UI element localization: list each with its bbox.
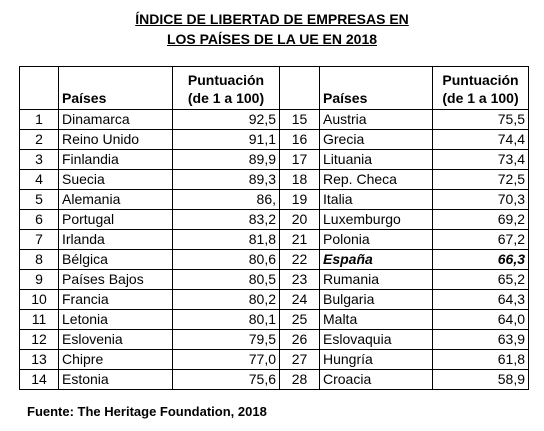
right-rank-cell: 23 xyxy=(280,270,320,290)
left-country-cell: Estonia xyxy=(59,370,173,390)
right-country-cell: Rep. Checa xyxy=(320,170,433,190)
right-rank-cell: 18 xyxy=(280,170,320,190)
left-country-cell: Chipre xyxy=(59,350,173,370)
table-row xyxy=(20,250,529,270)
left-score-cell: 75,6 xyxy=(173,370,280,390)
left-country-cell: Dinamarca xyxy=(59,110,173,130)
header-score-range: (de 1 a 100) xyxy=(187,90,265,106)
left-score-cell: 79,5 xyxy=(173,330,280,350)
left-country-cell: Francia xyxy=(59,290,173,310)
header-country-right: Países xyxy=(320,67,433,110)
header-rank-left xyxy=(20,67,59,110)
header-score-left xyxy=(173,67,280,110)
left-rank-cell: 6 xyxy=(20,210,59,230)
right-country-cell: Rumania xyxy=(320,270,433,290)
table-row xyxy=(20,190,529,210)
left-rank-cell: 5 xyxy=(20,190,59,210)
left-rank-cell: 14 xyxy=(20,370,59,390)
left-country-cell: Irlanda xyxy=(59,230,173,250)
right-country-cell: Austria xyxy=(320,110,433,130)
left-rank-cell: 4 xyxy=(20,170,59,190)
right-rank-cell: 26 xyxy=(280,330,320,350)
left-rank-cell: 1 xyxy=(20,110,59,130)
table-title-line-1: ÍNDICE DE LIBERTAD DE EMPRESAS EN xyxy=(135,11,409,27)
left-country-cell: Eslovenia xyxy=(59,330,173,350)
left-country-cell: Bélgica xyxy=(59,250,173,270)
right-score-cell: 67,2 xyxy=(433,230,529,250)
right-country-cell: Italia xyxy=(320,190,433,210)
right-country-cell: Lituania xyxy=(320,150,433,170)
left-score-cell: 81,8 xyxy=(173,230,280,250)
left-rank-cell: 11 xyxy=(20,310,59,330)
table-row xyxy=(20,150,529,170)
right-country-cell: Luxemburgo xyxy=(320,210,433,230)
left-score-cell: 91,1 xyxy=(173,130,280,150)
right-rank-cell: 21 xyxy=(280,230,320,250)
left-score-cell: 86, xyxy=(173,190,280,210)
right-rank-cell: 25 xyxy=(280,310,320,330)
source-note: Fuente: The Heritage Foundation, 2018 xyxy=(27,404,267,419)
table-row xyxy=(20,350,529,370)
left-score-cell: 80,1 xyxy=(173,310,280,330)
right-country-cell: Hungría xyxy=(320,350,433,370)
left-score-cell: 80,6 xyxy=(173,250,280,270)
left-rank-cell: 8 xyxy=(20,250,59,270)
table-title-line-2: LOS PAÍSES DE LA UE EN 2018 xyxy=(166,31,378,47)
right-score-cell: 58,9 xyxy=(433,370,529,390)
right-rank-cell: 16 xyxy=(280,130,320,150)
table-row xyxy=(20,170,529,190)
right-country-cell: Bulgaria xyxy=(320,290,433,310)
header-row xyxy=(20,67,529,110)
left-score-cell: 80,5 xyxy=(173,270,280,290)
left-rank-cell: 3 xyxy=(20,150,59,170)
right-rank-cell: 15 xyxy=(280,110,320,130)
table-body xyxy=(20,110,529,390)
left-country-cell: Letonia xyxy=(59,310,173,330)
left-rank-cell: 13 xyxy=(20,350,59,370)
right-rank-cell: 22 xyxy=(280,250,320,270)
left-rank-cell: 9 xyxy=(20,270,59,290)
right-country-cell: Croacia xyxy=(320,370,433,390)
right-score-cell: 64,0 xyxy=(433,310,529,330)
header-score-right xyxy=(433,67,529,110)
right-country-cell: Grecia xyxy=(320,130,433,150)
left-country-cell: Portugal xyxy=(59,210,173,230)
left-rank-cell: 7 xyxy=(20,230,59,250)
table-row xyxy=(20,270,529,290)
left-rank-cell: 10 xyxy=(20,290,59,310)
left-country-cell: Finlandia xyxy=(59,150,173,170)
header-country-left: Países xyxy=(59,67,173,110)
right-score-cell: 63,9 xyxy=(433,330,529,350)
right-rank-cell: 20 xyxy=(280,210,320,230)
right-country-cell: Malta xyxy=(320,310,433,330)
right-rank-cell: 24 xyxy=(280,290,320,310)
left-score-cell: 92,5 xyxy=(173,110,280,130)
right-score-cell: 66,3 xyxy=(433,250,529,270)
right-score-cell: 73,4 xyxy=(433,150,529,170)
right-score-cell: 74,4 xyxy=(433,130,529,150)
right-score-cell: 75,5 xyxy=(433,110,529,130)
right-score-cell: 70,3 xyxy=(433,190,529,210)
table-row xyxy=(20,290,529,310)
right-rank-cell: 17 xyxy=(280,150,320,170)
table-row xyxy=(20,310,529,330)
left-score-cell: 89,3 xyxy=(173,170,280,190)
left-score-cell: 77,0 xyxy=(173,350,280,370)
right-country-cell: España xyxy=(320,250,433,270)
header-rank-right xyxy=(280,67,320,110)
left-country-cell: Alemania xyxy=(59,190,173,210)
table-row xyxy=(20,230,529,250)
left-country-cell: Suecia xyxy=(59,170,173,190)
right-score-cell: 65,2 xyxy=(433,270,529,290)
table-row xyxy=(20,130,529,150)
left-score-cell: 89,9 xyxy=(173,150,280,170)
table-row xyxy=(20,370,529,390)
left-score-cell: 83,2 xyxy=(173,210,280,230)
header-score-label: Puntuación xyxy=(442,72,519,88)
right-rank-cell: 19 xyxy=(280,190,320,210)
table-row xyxy=(20,210,529,230)
header-score-range: (de 1 a 100) xyxy=(442,90,519,106)
left-country-cell: Países Bajos xyxy=(59,270,173,290)
left-rank-cell: 12 xyxy=(20,330,59,350)
left-score-cell: 80,2 xyxy=(173,290,280,310)
table-row xyxy=(20,110,529,130)
right-score-cell: 64,3 xyxy=(433,290,529,310)
right-country-cell: Polonia xyxy=(320,230,433,250)
header-score-label: Puntuación xyxy=(187,72,265,88)
right-rank-cell: 27 xyxy=(280,350,320,370)
right-score-cell: 69,2 xyxy=(433,210,529,230)
ranking-table xyxy=(19,66,529,390)
left-rank-cell: 2 xyxy=(20,130,59,150)
right-score-cell: 72,5 xyxy=(433,170,529,190)
right-rank-cell: 28 xyxy=(280,370,320,390)
right-score-cell: 61,8 xyxy=(433,350,529,370)
table-row xyxy=(20,330,529,350)
right-country-cell: Eslovaquia xyxy=(320,330,433,350)
left-country-cell: Reino Unido xyxy=(59,130,173,150)
